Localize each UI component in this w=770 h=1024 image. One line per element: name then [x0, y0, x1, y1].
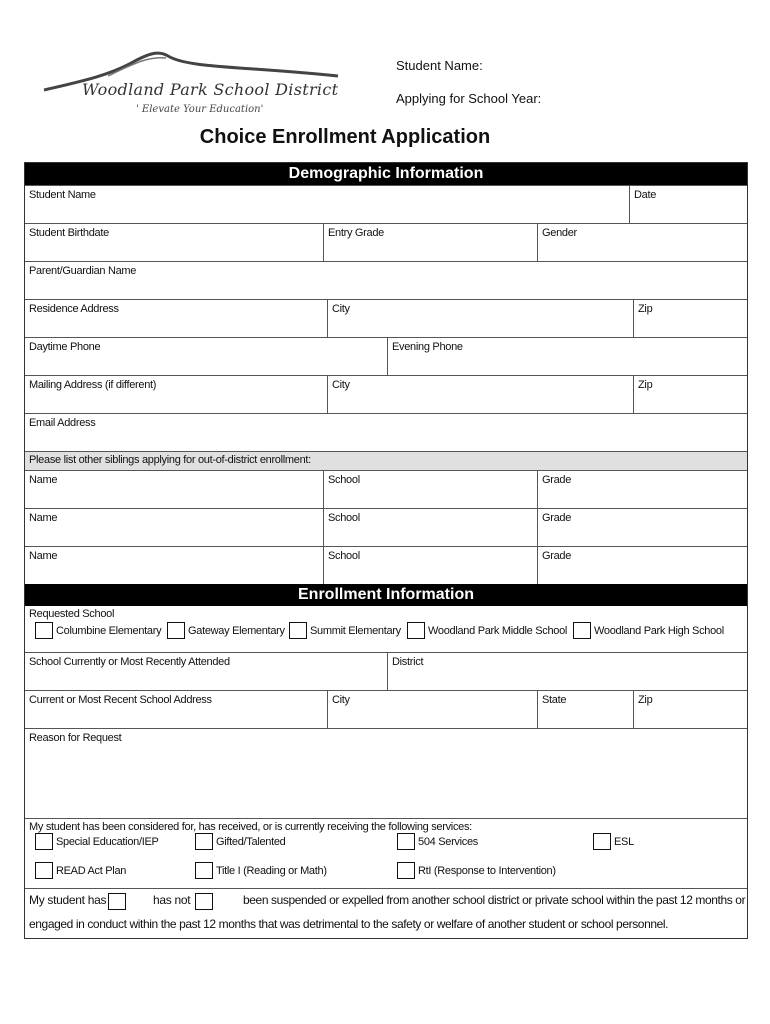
service-checkbox-gifted[interactable]: Gifted/Talented	[195, 833, 286, 850]
current-school-field[interactable]: School Currently or Most Recently Attended	[29, 656, 230, 668]
checkbox-icon	[573, 622, 591, 639]
birthdate-row	[25, 223, 747, 261]
residence-city-field[interactable]: City	[327, 300, 633, 337]
service-checkbox-title1[interactable]: Title I (Reading or Math)	[195, 862, 327, 879]
date-field[interactable]: Date	[629, 186, 747, 223]
gender-field[interactable]: Gender	[537, 224, 747, 261]
current-school-row	[25, 652, 747, 690]
sibling-row	[25, 470, 747, 508]
current-city-field[interactable]: City	[327, 691, 537, 728]
sibling-name-field[interactable]: Name	[29, 474, 58, 486]
phone-row	[25, 337, 747, 375]
school-year-label: Applying for School Year:	[396, 91, 542, 106]
student-name-label: Student Name:	[396, 58, 483, 73]
has-label: My student has	[29, 893, 107, 907]
residence-address-field[interactable]: Residence Address	[29, 303, 119, 315]
district-field[interactable]: District	[387, 653, 747, 690]
checkbox-icon	[195, 833, 213, 850]
statement-line-2: engaged in conduct within the past 12 months that was detrimental to the safety or welfare of another student or school personnel.	[29, 917, 669, 931]
checkbox-icon	[35, 862, 53, 879]
checkbox-icon	[195, 862, 213, 879]
mailing-address-field[interactable]: Mailing Address (if different)	[29, 379, 157, 391]
mailing-row	[25, 375, 747, 413]
service-checkbox-rti[interactable]: RtI (Response to Intervention)	[397, 862, 556, 879]
requested-school-label: Requested School	[29, 608, 115, 620]
sibling-name-field[interactable]: Name	[29, 550, 58, 562]
school-checkbox-gateway[interactable]: Gateway Elementary	[167, 622, 285, 639]
siblings-note: Please list other siblings applying for out-of-district enrollment:	[29, 454, 311, 466]
checkbox-icon	[35, 622, 53, 639]
mailing-city-field[interactable]: City	[327, 376, 633, 413]
checkbox-icon	[407, 622, 425, 639]
reason-field[interactable]: Reason for Request	[29, 732, 122, 744]
school-checkbox-middle[interactable]: Woodland Park Middle School	[407, 622, 567, 639]
student-name-field[interactable]: Student Name	[29, 189, 96, 201]
service-checkbox-esl[interactable]: ESL	[593, 833, 634, 850]
current-address-field[interactable]: Current or Most Recent School Address	[29, 694, 212, 706]
current-zip-field[interactable]: Zip	[633, 691, 747, 728]
has-not-checkbox[interactable]	[195, 893, 216, 910]
requested-school-row	[25, 606, 747, 652]
sibling-name-field[interactable]: Name	[29, 512, 58, 524]
evening-phone-field[interactable]: Evening Phone	[387, 338, 747, 375]
sibling-grade-field[interactable]: Grade	[537, 547, 747, 584]
sibling-row	[25, 546, 747, 584]
school-checkbox-high[interactable]: Woodland Park High School	[573, 622, 724, 639]
checkbox-icon	[397, 833, 415, 850]
checkbox-icon	[397, 862, 415, 879]
enrollment-heading: Enrollment Information	[25, 584, 747, 606]
sibling-school-field[interactable]: School	[323, 509, 537, 546]
school-checkbox-summit[interactable]: Summit Elementary	[289, 622, 401, 639]
service-checkbox-iep[interactable]: Special Education/IEP	[35, 833, 159, 850]
service-checkbox-read[interactable]: READ Act Plan	[35, 862, 126, 879]
current-state-field[interactable]: State	[537, 691, 633, 728]
logo-name: Woodland Park School District	[82, 80, 339, 99]
demographic-heading: Demographic Information	[25, 163, 747, 185]
birthdate-field[interactable]: Student Birthdate	[29, 227, 109, 239]
sibling-grade-field[interactable]: Grade	[537, 509, 747, 546]
logo-tagline: ' Elevate Your Education'	[136, 104, 264, 115]
suspension-row	[25, 888, 747, 938]
enrollment-form	[24, 162, 748, 939]
sibling-row	[25, 508, 747, 546]
sibling-school-field[interactable]: School	[323, 547, 537, 584]
checkbox-icon	[167, 622, 185, 639]
guardian-row	[25, 261, 747, 299]
email-field[interactable]: Email Address	[29, 417, 96, 429]
school-checkbox-columbine[interactable]: Columbine Elementary	[35, 622, 161, 639]
student-name-row	[25, 185, 747, 223]
has-not-label: has not	[153, 893, 191, 907]
guardian-field[interactable]: Parent/Guardian Name	[29, 265, 137, 277]
sibling-grade-field[interactable]: Grade	[537, 471, 747, 508]
siblings-note-row	[25, 451, 747, 470]
district-logo	[38, 46, 348, 122]
sibling-school-field[interactable]: School	[323, 471, 537, 508]
statement-line-1: been suspended or expelled from another school district or private school within the past 12 months or	[243, 893, 746, 907]
checkbox-icon	[108, 893, 126, 910]
service-checkbox-504[interactable]: 504 Services	[397, 833, 478, 850]
checkbox-icon	[593, 833, 611, 850]
services-row	[25, 818, 747, 888]
checkbox-icon	[289, 622, 307, 639]
email-row	[25, 413, 747, 451]
residence-zip-field[interactable]: Zip	[633, 300, 747, 337]
current-address-row	[25, 690, 747, 728]
reason-row	[25, 728, 747, 818]
mailing-zip-field[interactable]: Zip	[633, 376, 747, 413]
entry-grade-field[interactable]: Entry Grade	[323, 224, 537, 261]
page-title: Choice Enrollment Application	[199, 126, 491, 148]
services-intro: My student has been considered for, has received, or is currently receiving the following services:	[29, 821, 472, 833]
residence-row	[25, 299, 747, 337]
has-checkbox[interactable]	[108, 893, 129, 910]
daytime-phone-field[interactable]: Daytime Phone	[29, 341, 101, 353]
checkbox-icon	[35, 833, 53, 850]
checkbox-icon	[195, 893, 213, 910]
